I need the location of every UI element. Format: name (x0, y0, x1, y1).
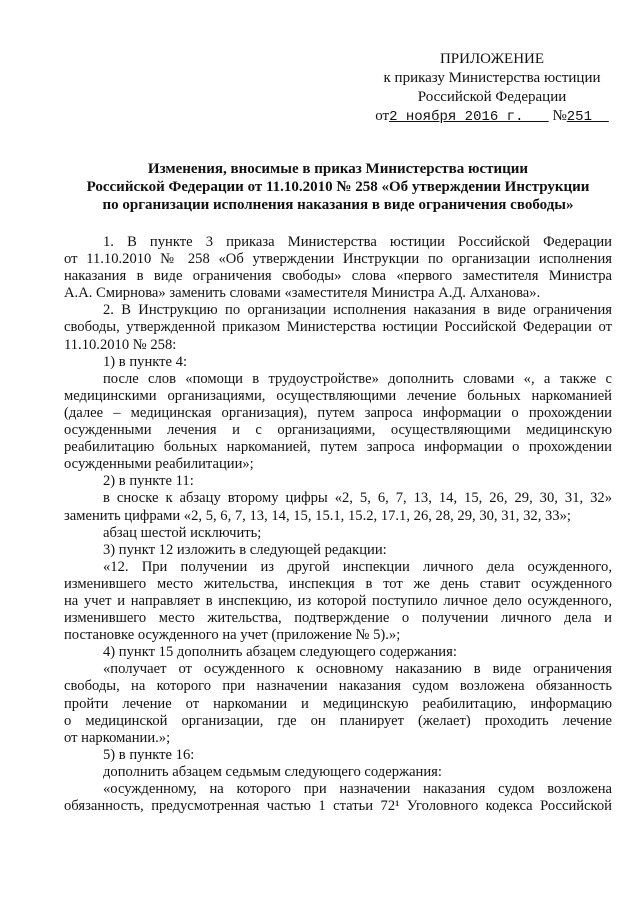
text-line: изменившего место жительства, подтверждение о получении личного дела и (64, 610, 612, 627)
title-line: по организации исполнения наказания в виде ограничения свободы» (102, 197, 574, 213)
paragraph (64, 354, 612, 371)
paragraph (64, 764, 612, 781)
text-line: абзац шестой исключить; (103, 524, 262, 541)
text-line: свободы, утвержденной приказом Министерства юстиции Российской Федерации от (64, 319, 612, 336)
appendix-header (372, 50, 612, 127)
document-title (64, 160, 612, 214)
text-line: от 11.10.2010 № 258 «Об утверждении Инструкции по организации исполнения (64, 251, 612, 268)
text-line: осужденными реабилитации»; (64, 456, 254, 473)
paragraph (64, 559, 612, 644)
paragraph (64, 781, 612, 815)
text-line: «получает от осужденного к основному наказанию в виде ограничения (103, 661, 612, 678)
text-line: «12. При получении из другой инспекции личного дела осужденного, (103, 558, 612, 575)
text-line: пройти лечение от наркомании и медицинскую реабилитацию, информацию (64, 695, 612, 712)
paragraph (64, 371, 612, 474)
ministry-country: Российской Федерации (417, 89, 567, 105)
text-line: 5) в пункте 16: (103, 746, 195, 763)
title-line: Изменения, вносимые в приказ Министерства юстиции (147, 161, 529, 177)
paragraph (64, 747, 612, 764)
text-line: постановке осужденного на учет (приложение № 5).»; (64, 627, 401, 644)
text-line: реабилитацию больных наркоманией, путем запроса информации о прохождении (64, 439, 612, 456)
date-prefix: от (375, 108, 390, 124)
text-line: 1. В пункте 3 приказа Министерства юстиции Российской Федерации (103, 234, 612, 250)
paragraph (64, 661, 612, 746)
text-line: в сноске к абзацу второму цифры «2, 5, 6, 7, 13, 14, 15, 26, 29, 30, 31, 32» (103, 490, 612, 507)
text-line: обязанность, предусмотренная частью 1 статьи 72¹ Уголовного кодекса Российской (64, 798, 612, 815)
text-line: дополнить абзацем седьмым следующего содержания: (103, 763, 442, 780)
text-line: А.А. Смирнова» заменить словами «заместителя Министра А.Д. Алханова». (64, 285, 541, 302)
text-line: медицинскими организациями, осуществляющими лечение больных наркоманией (64, 387, 612, 404)
text-line: после слов «помощи в трудоустройстве» дополнить словами «, а также с (103, 370, 612, 387)
text-line: «осужденному, на которого при назначении наказания судом возложена (103, 781, 612, 797)
text-line: 11.10.2010 № 258: (64, 336, 177, 353)
text-line: о медицинской организации, где он планирует (желает) проходить лечение (64, 712, 612, 729)
text-line: 1) в пункте 4: (103, 353, 188, 370)
appendix-label: ПРИЛОЖЕНИЕ (439, 51, 545, 67)
order-number: 251 (566, 109, 592, 125)
text-line: изменившего место жительства, инспекция в тот же день ставит осужденного (64, 575, 612, 592)
order-date-number (372, 107, 612, 127)
document-body (64, 234, 612, 815)
paragraph (64, 490, 612, 524)
paragraph (64, 542, 612, 559)
order-date: 2 ноября 2016 г. (389, 109, 524, 125)
paragraph (64, 302, 612, 353)
order-reference: к приказу Министерства юстиции (383, 70, 601, 86)
text-line: 2. В Инструкцию по организации исполнения наказания в виде ограничения (103, 302, 612, 319)
text-line: на учет и направляет в инспекцию, из которой поступило личное дело осужденного, (64, 592, 612, 609)
text-line: 4) пункт 15 дополнить абзацем следующего содержания: (103, 644, 457, 661)
text-line: 2) в пункте 11: (103, 473, 194, 490)
text-line: свободы, на которого при назначении наказания судом возложена обязанность (64, 678, 612, 695)
title-line: Российской Федерации от 11.10.2010 № 258 «Об утверждении Инструкции (86, 179, 590, 195)
text-line: заменить цифрами «2, 5, 6, 7, 13, 14, 15, 15.1, 15.2, 17.1, 26, 28, 29, 30, 31, 32, 33»; (64, 507, 571, 524)
paragraph (64, 234, 612, 302)
paragraph (64, 644, 612, 661)
number-prefix: № (552, 108, 567, 124)
text-line: наказания в виде ограничения свободы» слова «первого заместителя Министра (64, 268, 612, 285)
text-line: осужденными лечения и с организациями, осуществляющими медицинскую (64, 422, 612, 439)
paragraph (64, 473, 612, 490)
paragraph (64, 525, 612, 542)
text-line: 3) пункт 12 изложить в следующей редакции: (103, 541, 387, 558)
text-line: от наркомании.»; (64, 729, 171, 746)
text-line: (далее – медицинская организация), путем запроса информации о прохождении (64, 404, 612, 421)
